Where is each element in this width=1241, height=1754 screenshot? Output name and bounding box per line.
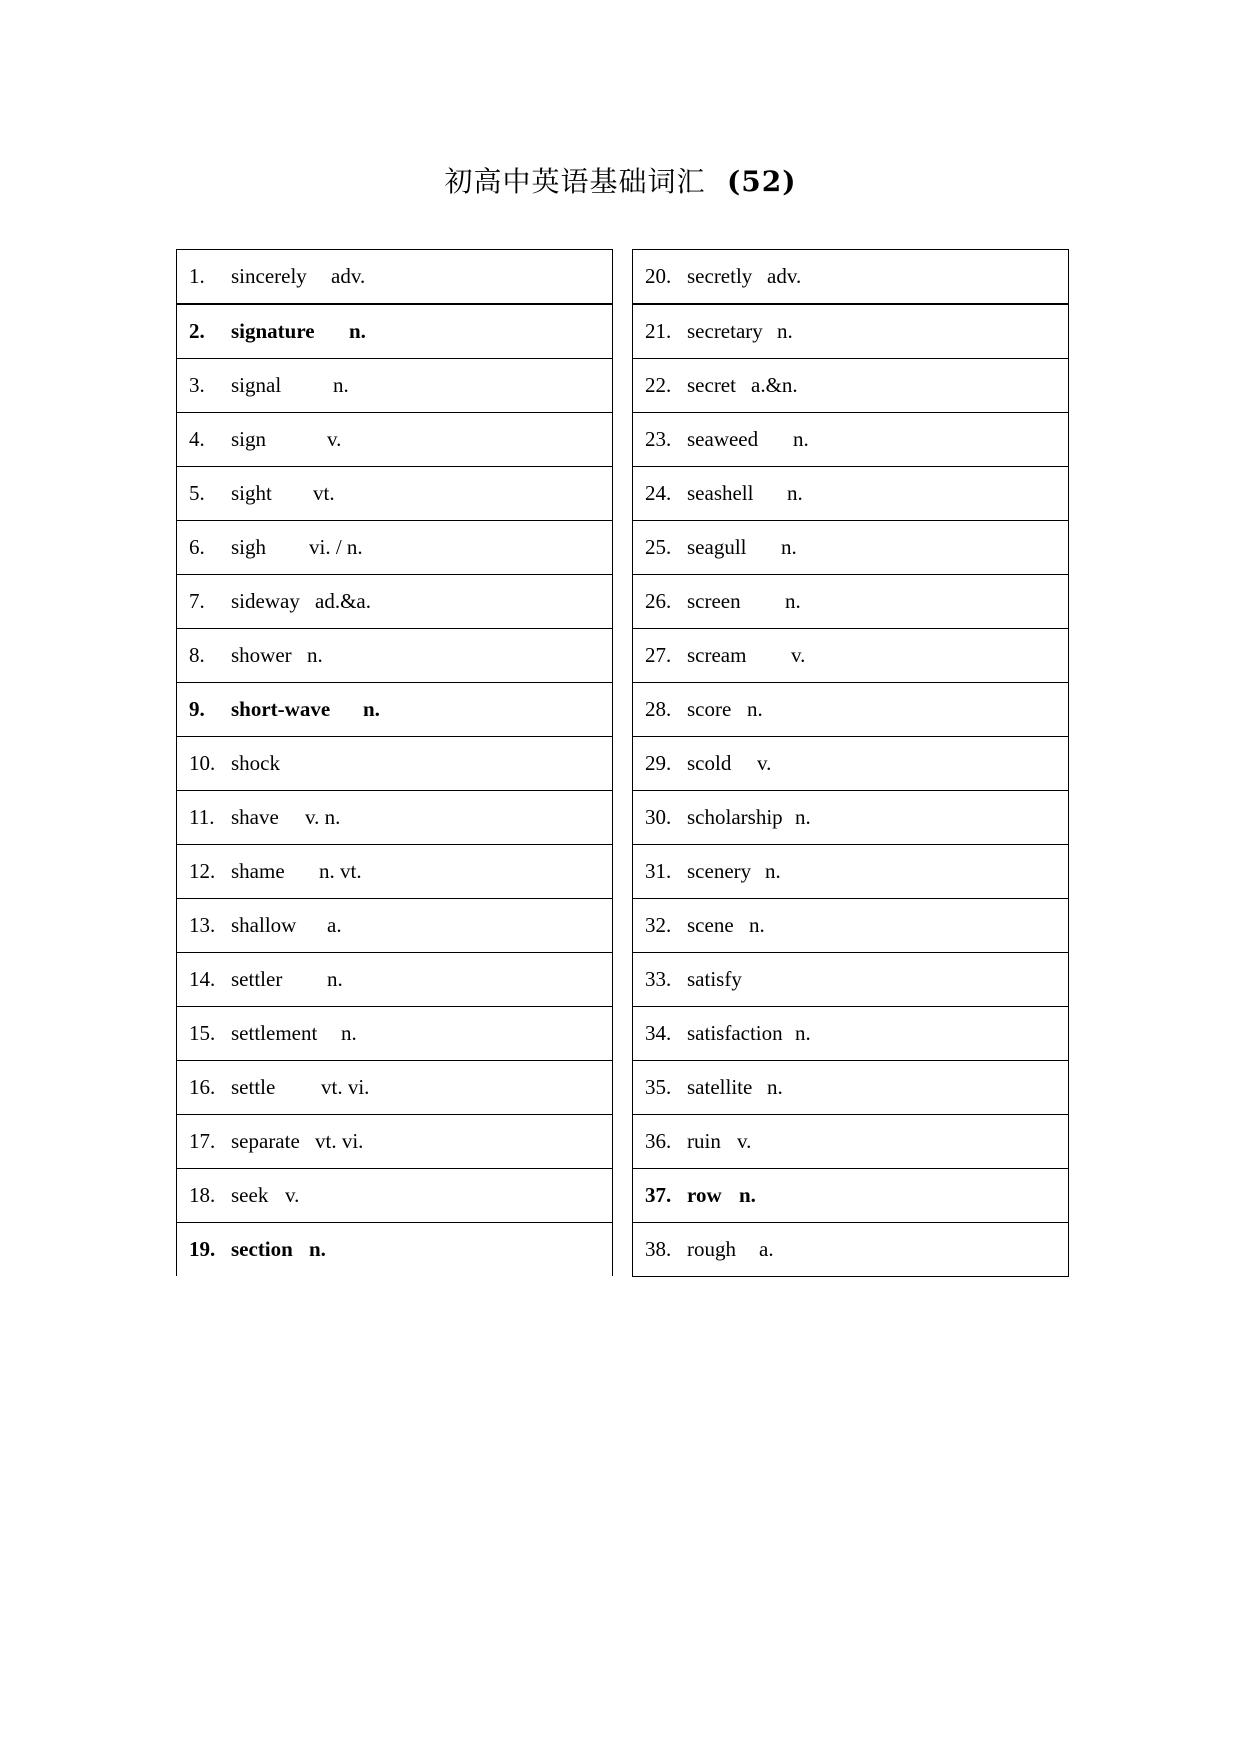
vocab-row	[633, 1061, 1069, 1115]
entry-number: 32.	[645, 913, 672, 937]
vocab-cell	[633, 899, 1069, 953]
entry-part-of-speech: v.	[285, 1183, 300, 1207]
vocab-cell	[177, 575, 613, 629]
entry-word: row	[687, 1183, 722, 1207]
vocab-cell	[633, 250, 1069, 305]
vocab-cell	[633, 845, 1069, 899]
entry-word: section	[231, 1237, 293, 1261]
vocab-row	[633, 1223, 1069, 1277]
entry-number: 8.	[189, 643, 205, 667]
entry-part-of-speech: vt.	[313, 481, 335, 505]
entry-number: 13.	[189, 913, 216, 937]
entry-number: 21.	[645, 319, 672, 343]
entry-number: 7.	[189, 589, 205, 613]
vocab-cell	[177, 413, 613, 467]
entry-word: secret	[687, 373, 736, 397]
vocab-row	[633, 629, 1069, 683]
entry-word: short-wave	[231, 697, 331, 721]
entry-number: 6.	[189, 535, 205, 559]
entry-part-of-speech: v.	[327, 427, 342, 451]
vocab-cell	[633, 467, 1069, 521]
vocab-cell	[633, 683, 1069, 737]
entry-number: 29.	[645, 751, 672, 775]
vocab-row	[177, 845, 613, 899]
entry-number: 18.	[189, 1183, 216, 1207]
entry-number: 9.	[189, 697, 205, 721]
entry-part-of-speech: n.	[777, 319, 793, 343]
title-number: (52)	[727, 165, 797, 198]
entry-number: 11.	[189, 805, 215, 829]
entry-word: signature	[231, 319, 315, 343]
vocab-row	[177, 1223, 613, 1277]
vocab-row	[633, 1007, 1069, 1061]
vocab-row	[177, 575, 613, 629]
vocab-row	[177, 953, 613, 1007]
entry-number: 1.	[189, 264, 205, 288]
entry-part-of-speech: n. vt.	[319, 859, 362, 883]
entry-part-of-speech: a.&n.	[751, 373, 798, 397]
vocab-row	[177, 629, 613, 683]
vocab-row	[177, 683, 613, 737]
entry-word: sigh	[231, 535, 267, 559]
entry-number: 33.	[645, 967, 672, 991]
vocab-row	[633, 413, 1069, 467]
entry-word: satisfy	[687, 967, 742, 991]
vocab-cell	[633, 1223, 1069, 1277]
vocab-cell	[633, 1061, 1069, 1115]
vocab-row	[633, 359, 1069, 413]
vocab-row	[633, 899, 1069, 953]
entry-part-of-speech: vt. vi.	[321, 1075, 370, 1099]
entry-word: seaweed	[687, 427, 759, 451]
vocab-cell	[177, 899, 613, 953]
vocab-cell	[177, 250, 613, 305]
entry-part-of-speech: n.	[781, 535, 797, 559]
vocab-cell	[633, 737, 1069, 791]
vocab-cell	[177, 359, 613, 413]
entry-number: 34.	[645, 1021, 672, 1045]
entry-word: shower	[231, 643, 292, 667]
entry-part-of-speech: n.	[341, 1021, 357, 1045]
entry-part-of-speech: a.	[327, 913, 342, 937]
entry-word: sight	[231, 481, 272, 505]
vocab-row	[633, 1115, 1069, 1169]
entry-word: scene	[687, 913, 734, 937]
entry-word: screen	[687, 589, 741, 613]
vocab-cell	[177, 1223, 613, 1277]
entry-word: scream	[687, 643, 747, 667]
entry-number: 23.	[645, 427, 672, 451]
entry-word: ruin	[687, 1129, 721, 1153]
entry-word: score	[687, 697, 732, 721]
entry-number: 10.	[189, 751, 216, 775]
entry-word: seagull	[687, 535, 747, 559]
title-text: 初高中英语基础词汇	[444, 165, 706, 198]
entry-number: 14.	[189, 967, 216, 991]
vocab-cell	[633, 359, 1069, 413]
entry-part-of-speech: v.	[791, 643, 806, 667]
entry-part-of-speech: v.	[737, 1129, 752, 1153]
entry-part-of-speech: a.	[759, 1237, 774, 1261]
vocab-row	[633, 304, 1069, 359]
entry-part-of-speech: n.	[333, 373, 349, 397]
entry-part-of-speech: n.	[787, 481, 803, 505]
vocab-row	[177, 304, 613, 359]
entry-word: shock	[231, 751, 280, 775]
entry-part-of-speech: n.	[795, 805, 811, 829]
entry-number: 37.	[645, 1183, 672, 1207]
entry-number: 22.	[645, 373, 672, 397]
entry-number: 12.	[189, 859, 216, 883]
entry-part-of-speech: n.	[793, 427, 809, 451]
vocab-cell	[633, 953, 1069, 1007]
entry-number: 25.	[645, 535, 672, 559]
entry-word: rough	[687, 1237, 736, 1261]
entry-part-of-speech: n.	[309, 1237, 326, 1261]
entry-word: sign	[231, 427, 267, 451]
entry-number: 28.	[645, 697, 672, 721]
entry-part-of-speech: v.	[757, 751, 772, 775]
vocab-row	[633, 845, 1069, 899]
entry-word: shame	[231, 859, 285, 883]
entry-word: settlement	[231, 1021, 318, 1045]
vocab-row	[177, 359, 613, 413]
entry-word: sideway	[231, 589, 300, 613]
vocab-cell	[177, 1061, 613, 1115]
entry-part-of-speech: n.	[349, 319, 366, 343]
entry-word: settle	[231, 1075, 276, 1099]
entry-part-of-speech: n.	[747, 697, 763, 721]
vocab-table-right	[632, 249, 1069, 1277]
vocab-row	[633, 791, 1069, 845]
entry-number: 16.	[189, 1075, 216, 1099]
vocab-cell	[633, 304, 1069, 359]
entry-word: shallow	[231, 913, 297, 937]
entry-part-of-speech: n.	[765, 859, 781, 883]
vocab-table-left	[176, 249, 613, 1276]
entry-number: 26.	[645, 589, 672, 613]
vocab-row	[633, 683, 1069, 737]
entry-number: 5.	[189, 481, 205, 505]
entry-word: satisfaction	[687, 1021, 783, 1045]
entry-word: shave	[231, 805, 279, 829]
vocab-cell	[177, 304, 613, 359]
entry-word: scholarship	[687, 805, 783, 829]
vocab-cell	[177, 791, 613, 845]
entry-part-of-speech: n.	[739, 1183, 756, 1207]
entry-part-of-speech: n.	[363, 697, 380, 721]
vocab-cell	[633, 521, 1069, 575]
entry-number: 4.	[189, 427, 205, 451]
page-title	[0, 160, 1241, 200]
vocab-cell	[177, 953, 613, 1007]
vocab-row	[633, 467, 1069, 521]
vocab-row	[177, 1115, 613, 1169]
entry-part-of-speech: v. n.	[305, 805, 341, 829]
entry-word: scold	[687, 751, 732, 775]
entry-word: settler	[231, 967, 283, 991]
vocab-row	[633, 953, 1069, 1007]
entry-number: 3.	[189, 373, 205, 397]
entry-number: 19.	[189, 1237, 216, 1261]
vocab-cell	[633, 575, 1069, 629]
entry-number: 35.	[645, 1075, 672, 1099]
entry-part-of-speech: n.	[327, 967, 343, 991]
entry-word: seashell	[687, 481, 754, 505]
vocab-row	[177, 737, 613, 791]
vocab-row	[177, 1061, 613, 1115]
vocab-row	[633, 521, 1069, 575]
vocab-cell	[177, 629, 613, 683]
vocab-cell	[633, 1169, 1069, 1223]
vocab-row	[633, 575, 1069, 629]
entry-word: satellite	[687, 1075, 753, 1099]
entry-part-of-speech: n.	[307, 643, 323, 667]
entry-part-of-speech: adv.	[331, 264, 366, 288]
entry-number: 36.	[645, 1129, 672, 1153]
entry-word: secretary	[687, 319, 763, 343]
vocab-cell	[177, 521, 613, 575]
entry-word: signal	[231, 373, 282, 397]
vocab-row	[633, 250, 1069, 305]
entry-number: 27.	[645, 643, 672, 667]
vocab-cell	[633, 791, 1069, 845]
entry-number: 17.	[189, 1129, 216, 1153]
entry-part-of-speech: adv.	[767, 264, 802, 288]
entry-word: seek	[231, 1183, 269, 1207]
vocab-row	[177, 791, 613, 845]
vocab-cell	[633, 1007, 1069, 1061]
entry-part-of-speech: n.	[795, 1021, 811, 1045]
vocab-cell	[177, 1169, 613, 1223]
vocab-row	[177, 1169, 613, 1223]
entry-part-of-speech: n.	[767, 1075, 783, 1099]
entry-number: 24.	[645, 481, 672, 505]
entry-word: secretly	[687, 264, 753, 288]
entry-word: scenery	[687, 859, 752, 883]
entry-word: sincerely	[231, 264, 307, 288]
vocab-cell	[177, 1007, 613, 1061]
entry-number: 2.	[189, 319, 205, 343]
entry-part-of-speech: ad.&a.	[315, 589, 371, 613]
entry-word: separate	[231, 1129, 300, 1153]
vocab-cell	[633, 629, 1069, 683]
vocab-cell	[177, 467, 613, 521]
vocab-row	[177, 467, 613, 521]
vocab-cell	[177, 683, 613, 737]
entry-part-of-speech: n.	[749, 913, 765, 937]
entry-part-of-speech: vi. / n.	[309, 535, 363, 559]
vocab-row	[177, 899, 613, 953]
vocab-row	[633, 737, 1069, 791]
vocab-cell	[177, 1115, 613, 1169]
vocab-cell	[177, 737, 613, 791]
entry-part-of-speech: n.	[785, 589, 801, 613]
vocab-cell	[177, 845, 613, 899]
vocab-row	[177, 521, 613, 575]
vocab-cell	[633, 1115, 1069, 1169]
vocab-row	[177, 413, 613, 467]
vocab-row	[177, 1007, 613, 1061]
entry-number: 30.	[645, 805, 672, 829]
entry-number: 20.	[645, 264, 672, 288]
entry-number: 15.	[189, 1021, 216, 1045]
vocab-row	[177, 250, 613, 305]
entry-part-of-speech: vt. vi.	[315, 1129, 364, 1153]
vocab-row	[633, 1169, 1069, 1223]
entry-number: 38.	[645, 1237, 672, 1261]
vocab-cell	[633, 413, 1069, 467]
entry-number: 31.	[645, 859, 672, 883]
